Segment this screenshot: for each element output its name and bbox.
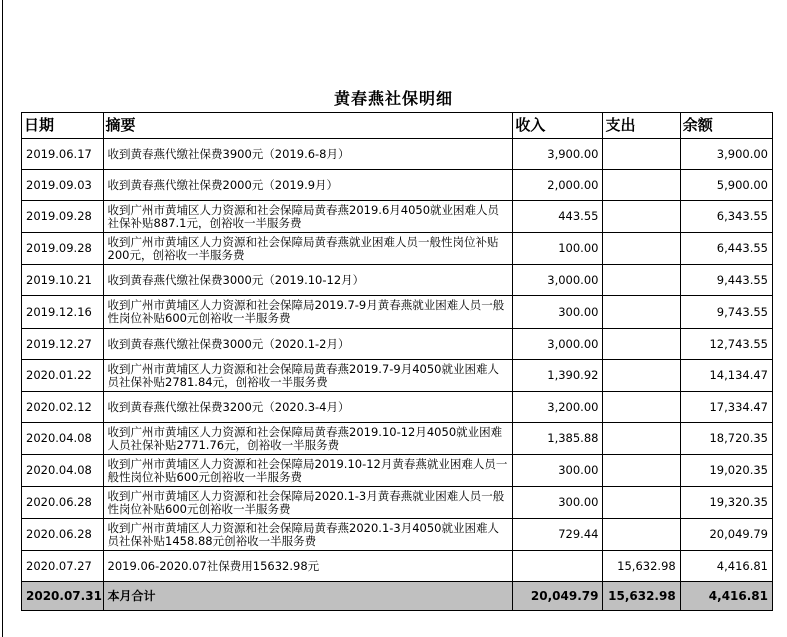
cell-summary: 收到黄春燕代缴社保费3000元（2020.1-2月） <box>103 329 513 360</box>
cell-income: 3,900.00 <box>513 139 603 170</box>
cell-date: 2019.09.28 <box>22 201 104 233</box>
cell-balance: 12,743.55 <box>680 329 772 360</box>
cell-summary: 收到黄春燕代缴社保费3200元（2020.3-4月） <box>103 392 513 423</box>
cell-date: 2019.10.21 <box>22 265 104 296</box>
cell-balance: 19,020.35 <box>680 455 772 487</box>
cell-expense <box>603 233 680 265</box>
cell-balance: 6,443.55 <box>680 233 772 265</box>
cell-expense <box>603 201 680 233</box>
cell-expense: 15,632.98 <box>603 551 680 582</box>
cell-date: 2019.12.16 <box>22 296 104 329</box>
cell-date: 2019.06.17 <box>22 139 104 170</box>
table-row <box>22 519 773 551</box>
cell-income: 300.00 <box>513 487 603 519</box>
total-label: 本月合计 <box>103 582 513 611</box>
cell-expense <box>603 487 680 519</box>
cell-balance: 14,134.47 <box>680 360 772 392</box>
total-income: 20,049.79 <box>513 582 603 611</box>
cell-income: 443.55 <box>513 201 603 233</box>
table-row <box>22 551 773 582</box>
header-balance: 余额 <box>680 113 772 139</box>
table-row <box>22 233 773 265</box>
header-summary: 摘要 <box>103 113 513 139</box>
cell-income: 300.00 <box>513 296 603 329</box>
cell-date: 2020.06.28 <box>22 519 104 551</box>
cell-expense <box>603 455 680 487</box>
table-row <box>22 296 773 329</box>
cell-expense <box>603 360 680 392</box>
ledger-table <box>21 112 773 611</box>
cell-balance: 3,900.00 <box>680 139 772 170</box>
total-row <box>22 582 773 611</box>
table-row <box>22 170 773 201</box>
cell-date: 2020.02.12 <box>22 392 104 423</box>
cell-summary: 2019.06-2020.07社保费用15632.98元 <box>103 551 513 582</box>
table-row <box>22 201 773 233</box>
header-date: 日期 <box>22 113 104 139</box>
cell-expense <box>603 265 680 296</box>
cell-summary: 收到广州市黄埔区人力资源和社会保障局2019.7-9月黄春燕就业困难人员一般性岗位补贴600元创裕收一半服务费 <box>103 296 513 329</box>
table-row <box>22 329 773 360</box>
cell-summary: 收到广州市黄埔区人力资源和社会保障局黄春燕就业困难人员一般性岗位补贴200元，创裕收一半服务费 <box>103 233 513 265</box>
cell-balance: 18,720.35 <box>680 423 772 455</box>
cell-income: 3,000.00 <box>513 329 603 360</box>
cell-summary: 收到黄春燕代缴社保费3900元（2019.6-8月） <box>103 139 513 170</box>
cell-summary: 收到广州市黄埔区人力资源和社会保障局黄春燕2019.10-12月4050就业困难人员社保补贴2771.76元，创裕收一半服务费 <box>103 423 513 455</box>
cell-summary: 收到黄春燕代缴社保费2000元（2019.9月） <box>103 170 513 201</box>
table-row <box>22 265 773 296</box>
header-expense: 支出 <box>603 113 680 139</box>
cell-income: 1,385.88 <box>513 423 603 455</box>
cell-income <box>513 551 603 582</box>
cell-expense <box>603 170 680 201</box>
table-row <box>22 139 773 170</box>
total-date: 2020.07.31 <box>22 582 104 611</box>
cell-summary: 收到广州市黄埔区人力资源和社会保障局黄春燕2019.7-9月4050就业困难人员社保补贴2781.84元，创裕收一半服务费 <box>103 360 513 392</box>
cell-balance: 4,416.81 <box>680 551 772 582</box>
cell-expense <box>603 329 680 360</box>
cell-date: 2020.04.08 <box>22 423 104 455</box>
cell-expense <box>603 392 680 423</box>
cell-income: 100.00 <box>513 233 603 265</box>
table-row <box>22 487 773 519</box>
cell-expense <box>603 296 680 329</box>
table-row <box>22 423 773 455</box>
cell-income: 1,390.92 <box>513 360 603 392</box>
cell-date: 2019.12.27 <box>22 329 104 360</box>
cell-date: 2019.09.28 <box>22 233 104 265</box>
cell-summary: 收到广州市黄埔区人力资源和社会保障局黄春燕2019.6月4050就业困难人员社保补贴887.1元，创裕收一半服务费 <box>103 201 513 233</box>
cell-income: 3,000.00 <box>513 265 603 296</box>
cell-expense <box>603 139 680 170</box>
cell-expense <box>603 519 680 551</box>
cell-balance: 5,900.00 <box>680 170 772 201</box>
cell-date: 2020.06.28 <box>22 487 104 519</box>
cell-balance: 9,443.55 <box>680 265 772 296</box>
cell-date: 2020.04.08 <box>22 455 104 487</box>
cell-summary: 收到广州市黄埔区人力资源和社会保障局黄春燕2020.1-3月4050就业困难人员社保补贴1458.88元创裕收一半服务费 <box>103 519 513 551</box>
cell-summary: 收到广州市黄埔区人力资源和社会保障局2019.10-12月黄春燕就业困难人员一般性岗位补贴600元创裕收一半服务费 <box>103 455 513 487</box>
cell-expense <box>603 423 680 455</box>
cell-date: 2020.01.22 <box>22 360 104 392</box>
cell-balance: 17,334.47 <box>680 392 772 423</box>
cell-summary: 收到黄春燕代缴社保费3000元（2019.10-12月） <box>103 265 513 296</box>
total-balance: 4,416.81 <box>680 582 772 611</box>
cell-summary: 收到广州市黄埔区人力资源和社会保障局2020.1-3月黄春燕就业困难人员一般性岗位补贴600元创裕收一半服务费 <box>103 487 513 519</box>
table-row <box>22 392 773 423</box>
header-row <box>22 113 773 139</box>
cell-date: 2019.09.03 <box>22 170 104 201</box>
cell-balance: 6,343.55 <box>680 201 772 233</box>
table-row <box>22 455 773 487</box>
cell-income: 300.00 <box>513 455 603 487</box>
cell-income: 729.44 <box>513 519 603 551</box>
cell-balance: 19,320.35 <box>680 487 772 519</box>
document-title: 黄春燕社保明细 <box>333 89 453 108</box>
total-expense: 15,632.98 <box>603 582 680 611</box>
cell-income: 3,200.00 <box>513 392 603 423</box>
cell-balance: 20,049.79 <box>680 519 772 551</box>
cell-balance: 9,743.55 <box>680 296 772 329</box>
table-row <box>22 360 773 392</box>
cell-income: 2,000.00 <box>513 170 603 201</box>
header-income: 收入 <box>513 113 603 139</box>
cell-date: 2020.07.27 <box>22 551 104 582</box>
